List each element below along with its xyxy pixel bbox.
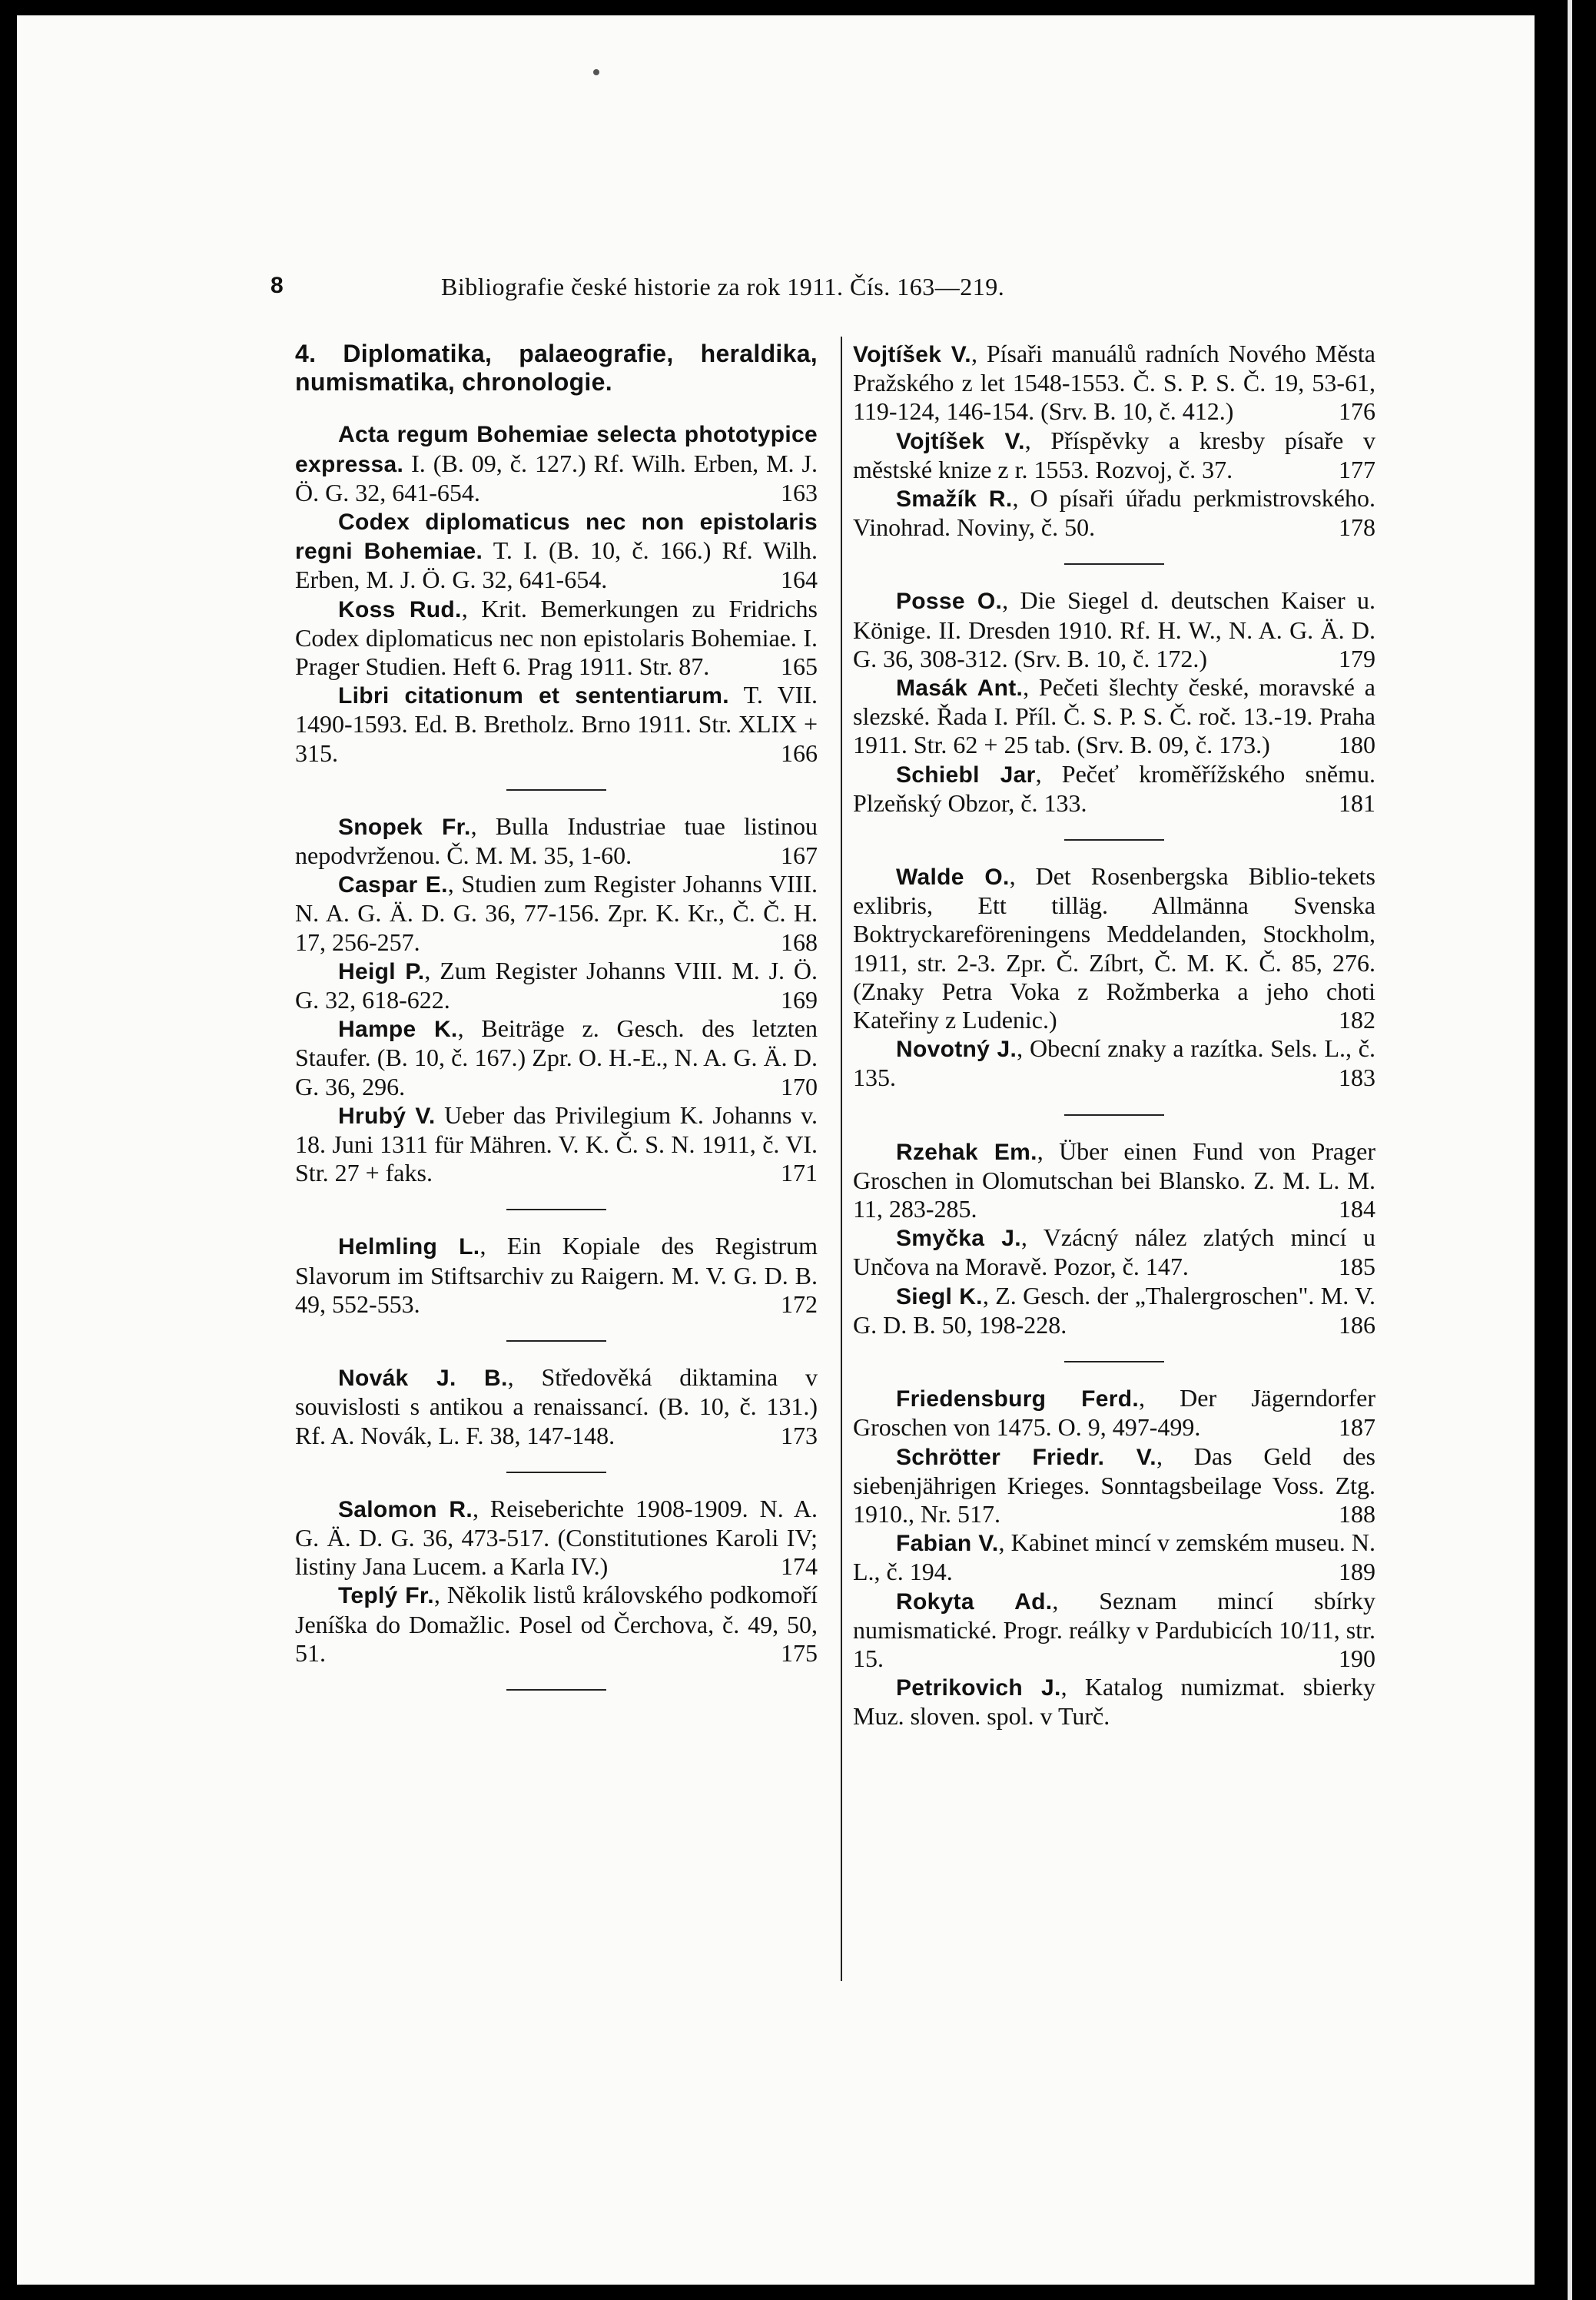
entry-author: Siegl K. xyxy=(896,1283,983,1309)
bibliography-entry xyxy=(853,673,1375,760)
bibliography-entry xyxy=(853,426,1375,484)
bibliography-entry xyxy=(853,1223,1375,1281)
entry-author: Salomon R. xyxy=(338,1496,473,1522)
entry-author: Vojtíšek V. xyxy=(853,342,971,367)
bibliography-entry xyxy=(295,812,818,870)
entry-number: 186 xyxy=(1339,1310,1375,1339)
entry-author: Fabian V. xyxy=(896,1531,999,1557)
entry-number: 176 xyxy=(1339,397,1375,426)
entry-number: 189 xyxy=(1339,1558,1375,1586)
bibliography-entry xyxy=(853,1137,1375,1224)
bibliography-entry xyxy=(853,862,1375,1034)
bibliography-entry xyxy=(853,1673,1375,1731)
entry-number: 168 xyxy=(781,928,818,956)
entry-text: I. (B. 09, č. 127.) Rf. Wilh. Erben, M. J. Ö. G. 32, 641-654. xyxy=(295,449,818,506)
left-column xyxy=(295,340,818,1712)
entry-text: Ueber das Privilegium K. Johanns v. 18. Juni 1311 für Mähren. V. K. Č. S. N. 1911, č. VI. Str. 27 + faks. xyxy=(295,1100,818,1187)
bibliography-entry xyxy=(295,870,818,957)
entry-text: T. VII. 1490-1593. Ed. B. Bretholz. Brno 1911. Str. XLIX + 315. xyxy=(295,681,818,767)
page xyxy=(17,15,1535,2285)
entry-number: 177 xyxy=(1339,455,1375,483)
entry-text: , Vzácný nález zlatých mincí u Unčova na Moravě. Pozor, č. 147. xyxy=(853,1223,1376,1281)
entry-text: , Über einen Fund von Prager Groschen in Olomutschan bei Blansko. Z. M. L. M. 11, 283-285. xyxy=(853,1137,1375,1223)
entry-author: Codex diplomaticus nec non epistolaris regni Bohemiae. xyxy=(295,509,818,565)
entry-text: , Obecní znaky a razítka. Sels. L., č. 135. xyxy=(853,1034,1376,1092)
bibliography-entry xyxy=(853,484,1375,542)
entry-number: 180 xyxy=(1339,731,1375,759)
entry-text: , Studien zum Register Johanns VIII. N. A. G. Ä. D. G. 36, 77-156. Zpr. K. Kr., Č. Č. H. 17, 256-257. xyxy=(295,870,818,956)
page-edge xyxy=(1568,0,1572,2300)
entry-author: Rzehak Em. xyxy=(896,1139,1037,1165)
separator-rule xyxy=(506,1689,606,1691)
entry-author: Friedensburg Ferd. xyxy=(896,1386,1139,1412)
entry-author: Teplý Fr. xyxy=(338,1583,434,1609)
entry-text: , Příspěvky a kresby písaře v městské knize z r. 1553. Rozvoj, č. 37. xyxy=(853,426,1375,483)
entry-author: Schiebl Jar xyxy=(896,762,1036,788)
entry-number: 169 xyxy=(781,986,818,1014)
entry-number: 188 xyxy=(1339,1499,1375,1528)
bibliography-entry xyxy=(295,1495,818,1581)
entry-number: 174 xyxy=(781,1552,818,1581)
entry-number: 173 xyxy=(781,1421,818,1449)
entry-text: , Písaři manuálů radních Nového Města Pražského z let 1548-1553. Č. S. P. S. Č. 19, 53-61, 119-124, 146-154. (Srv. B. 10, č. 412.) xyxy=(853,340,1375,426)
bibliography-entry xyxy=(295,1014,818,1101)
entry-number: 182 xyxy=(1339,1006,1375,1034)
entry-text: , Det Rosenbergska Biblio-tekets exlibris, Ett tilläg. Allmänna Svenska Boktryckareföreningens Meddelanden, Stockholm, 1911, str. 2-3. Zpr. Č. Zíbrt, Č. M. K. Č. 85, 276. (Znaky Petra Voka z Rožmberka a jeho choti Kateřiny z Ludenic.) xyxy=(853,862,1376,1034)
page-number: 8 xyxy=(270,273,284,298)
entry-text: , Bulla Industriae tuae listinou nepodvrženou. Č. M. M. 35, 1-60. xyxy=(295,811,818,870)
separator-rule xyxy=(1064,1361,1164,1362)
entry-author: Masák Ant. xyxy=(896,675,1024,702)
separator-rule xyxy=(1064,1114,1164,1116)
entry-author: Helmling L. xyxy=(338,1234,480,1260)
bibliography-entry xyxy=(295,507,818,595)
running-title: Bibliografie české historie za rok 1911. Čís. 163—219. xyxy=(441,273,1005,300)
entry-text: , Z. Gesch. der „Thalergroschen". M. V. G. D. B. 50, 198-228. xyxy=(853,1281,1375,1339)
entry-number: 166 xyxy=(781,738,818,767)
separator-rule xyxy=(506,1472,606,1473)
entry-text: , Ein Kopiale des Registrum Slavorum im Stiftsarchiv zu Raigern. M. V. G. D. B. 49, 552-553. xyxy=(295,1232,818,1318)
entry-number: 171 xyxy=(781,1159,818,1187)
entry-author: Caspar E. xyxy=(338,872,448,898)
bibliography-entry xyxy=(295,595,818,682)
right-column xyxy=(853,340,1375,1731)
bibliography-entry xyxy=(853,1587,1375,1674)
bibliography-entry xyxy=(295,1101,818,1188)
bibliography-entry xyxy=(295,681,818,768)
entry-number: 181 xyxy=(1339,788,1375,817)
entry-number: 164 xyxy=(781,566,818,594)
entry-author: Hrubý V. xyxy=(338,1103,436,1129)
bibliography-entry xyxy=(853,1282,1375,1339)
entry-number: 165 xyxy=(781,652,818,681)
entry-text: , O písaři úřadu perkmistrovského. Vinohrad. Noviny, č. 50. xyxy=(853,484,1375,542)
entry-number: 185 xyxy=(1339,1253,1375,1281)
entry-author: Smažík R. xyxy=(896,486,1013,513)
separator-rule xyxy=(1064,563,1164,565)
separator-rule xyxy=(506,1209,606,1210)
bibliography-entry xyxy=(295,420,818,507)
entry-text: , Beiträge z. Gesch. des letzten Staufer. (B. 10, č. 167.) Zpr. O. H.-E., N. A. G. Ä. D. G. 36, 296. xyxy=(295,1014,818,1100)
bibliography-entry xyxy=(295,957,818,1014)
entry-text: , Seznam mincí sbírky numismatické. Progr. reálky v Pardubicích 10/11, str. 15. xyxy=(853,1586,1375,1672)
entry-text: , Středověká diktamina v souvislosti s antikou a renaissancí. (B. 10, č. 131.) Rf. A. Novák, L. F. 38, 147-148. xyxy=(295,1363,818,1449)
entry-text: , Několik listů královského podkomoří Jeníška do Domažlic. Posel od Čerchova, č. 49, 50, 51. xyxy=(295,1581,818,1667)
separator-rule xyxy=(506,789,606,791)
separator-rule xyxy=(506,1340,606,1342)
running-header xyxy=(270,273,1377,311)
entry-number: 170 xyxy=(781,1072,818,1100)
entry-author: Schrötter Friedr. V. xyxy=(896,1444,1156,1470)
entry-author: Hampe K. xyxy=(338,1017,458,1043)
ink-speck xyxy=(593,69,599,75)
entry-text: , Pečeť kroměřížského sněmu. Plzeňský Obzor, č. 133. xyxy=(853,759,1375,817)
entry-author: Smyčka J. xyxy=(896,1226,1021,1252)
separator-rule xyxy=(1064,839,1164,841)
entry-author: Acta regum Bohemiae selecta phototypice expressa. xyxy=(295,422,818,477)
section-heading: 4. Diplomatika, palaeografie, heraldika, numismatika, chronologie. xyxy=(295,340,818,397)
entry-author: Walde O. xyxy=(896,865,1010,891)
bibliography-entry xyxy=(295,1363,818,1450)
bibliography-entry xyxy=(853,1442,1375,1529)
bibliography-entry xyxy=(853,1528,1375,1586)
entry-number: 163 xyxy=(781,478,818,506)
entry-number: 167 xyxy=(781,841,818,870)
entry-text: , Pečeti šlechty české, moravské a slezské. Řada I. Příl. Č. S. P. S. Č. roč. 13.-19. Praha 1911. Str. 62 + 25 tab. (Srv. B. 09, č. 173.) xyxy=(853,673,1376,759)
bibliography-entry xyxy=(853,340,1375,426)
entry-number: 172 xyxy=(781,1289,818,1318)
entry-author: Rokyta Ad. xyxy=(896,1588,1053,1615)
bibliography-entry xyxy=(295,1581,818,1668)
entry-number: 187 xyxy=(1339,1413,1375,1442)
entry-author: Vojtíšek V. xyxy=(896,428,1025,454)
entry-text: , Reiseberichte 1908-1909. N. A. G. Ä. D. G. 36, 473-517. (Constitutiones Karoli IV; listiny Jana Lucem. a Karla IV.) xyxy=(295,1494,818,1581)
entry-text: , Das Geld des siebenjährigen Krieges. Sonntagsbeilage Voss. Ztg. 1910., Nr. 517. xyxy=(853,1442,1376,1528)
entry-author: Koss Rud. xyxy=(338,596,462,622)
entry-number: 184 xyxy=(1339,1195,1375,1223)
entry-text: , Zum Register Johanns VIII. M. J. Ö. G. 32, 618-622. xyxy=(295,956,818,1014)
entry-number: 183 xyxy=(1339,1064,1375,1092)
bibliography-entry xyxy=(853,586,1375,673)
entry-text: , Katalog numizmat. sbierky Muz. sloven. spol. v Turč. xyxy=(853,1673,1376,1731)
entry-author: Posse O. xyxy=(896,589,1003,615)
column-divider xyxy=(841,337,842,1981)
entry-text: , Krit. Bemerkungen zu Fridrichs Codex diplomaticus nec non epistolaris Bohemiae. I. Prager Studien. Heft 6. Prag 1911. Str. 87. xyxy=(295,594,818,681)
entry-number: 190 xyxy=(1339,1644,1375,1672)
entry-author: Novotný J. xyxy=(896,1037,1017,1063)
entry-author: Snopek Fr. xyxy=(338,814,471,840)
entry-author: Heigl P. xyxy=(338,958,425,984)
entry-text: T. I. (B. 10, č. 166.) Rf. Wilh. Erben, M. J. Ö. G. 32, 641-654. xyxy=(295,536,818,594)
entry-author: Petrikovich J. xyxy=(896,1675,1061,1701)
bibliography-entry xyxy=(295,1232,818,1319)
bibliography-entry xyxy=(853,1034,1375,1092)
entry-text: , Die Siegel d. deutschen Kaiser u. Könige. II. Dresden 1910. Rf. H. W., N. A. G. Ä. D. G. 36, 308-312. (Srv. B. 10, č. 172.) xyxy=(853,586,1376,672)
bibliography-entry xyxy=(853,760,1375,818)
entry-number: 178 xyxy=(1339,513,1375,542)
entry-number: 179 xyxy=(1339,644,1375,672)
entry-text: , Kabinet mincí v zemském museu. N. L., č. 194. xyxy=(853,1528,1375,1586)
bibliography-entry xyxy=(853,1384,1375,1442)
entry-author: Novák J. B. xyxy=(338,1366,508,1392)
entry-number: 175 xyxy=(781,1638,818,1667)
entry-text: , Der Jägerndorfer Groschen von 1475. O. 9, 497-499. xyxy=(853,1384,1375,1442)
entry-author: Libri citationum et sententiarum. xyxy=(338,683,729,709)
